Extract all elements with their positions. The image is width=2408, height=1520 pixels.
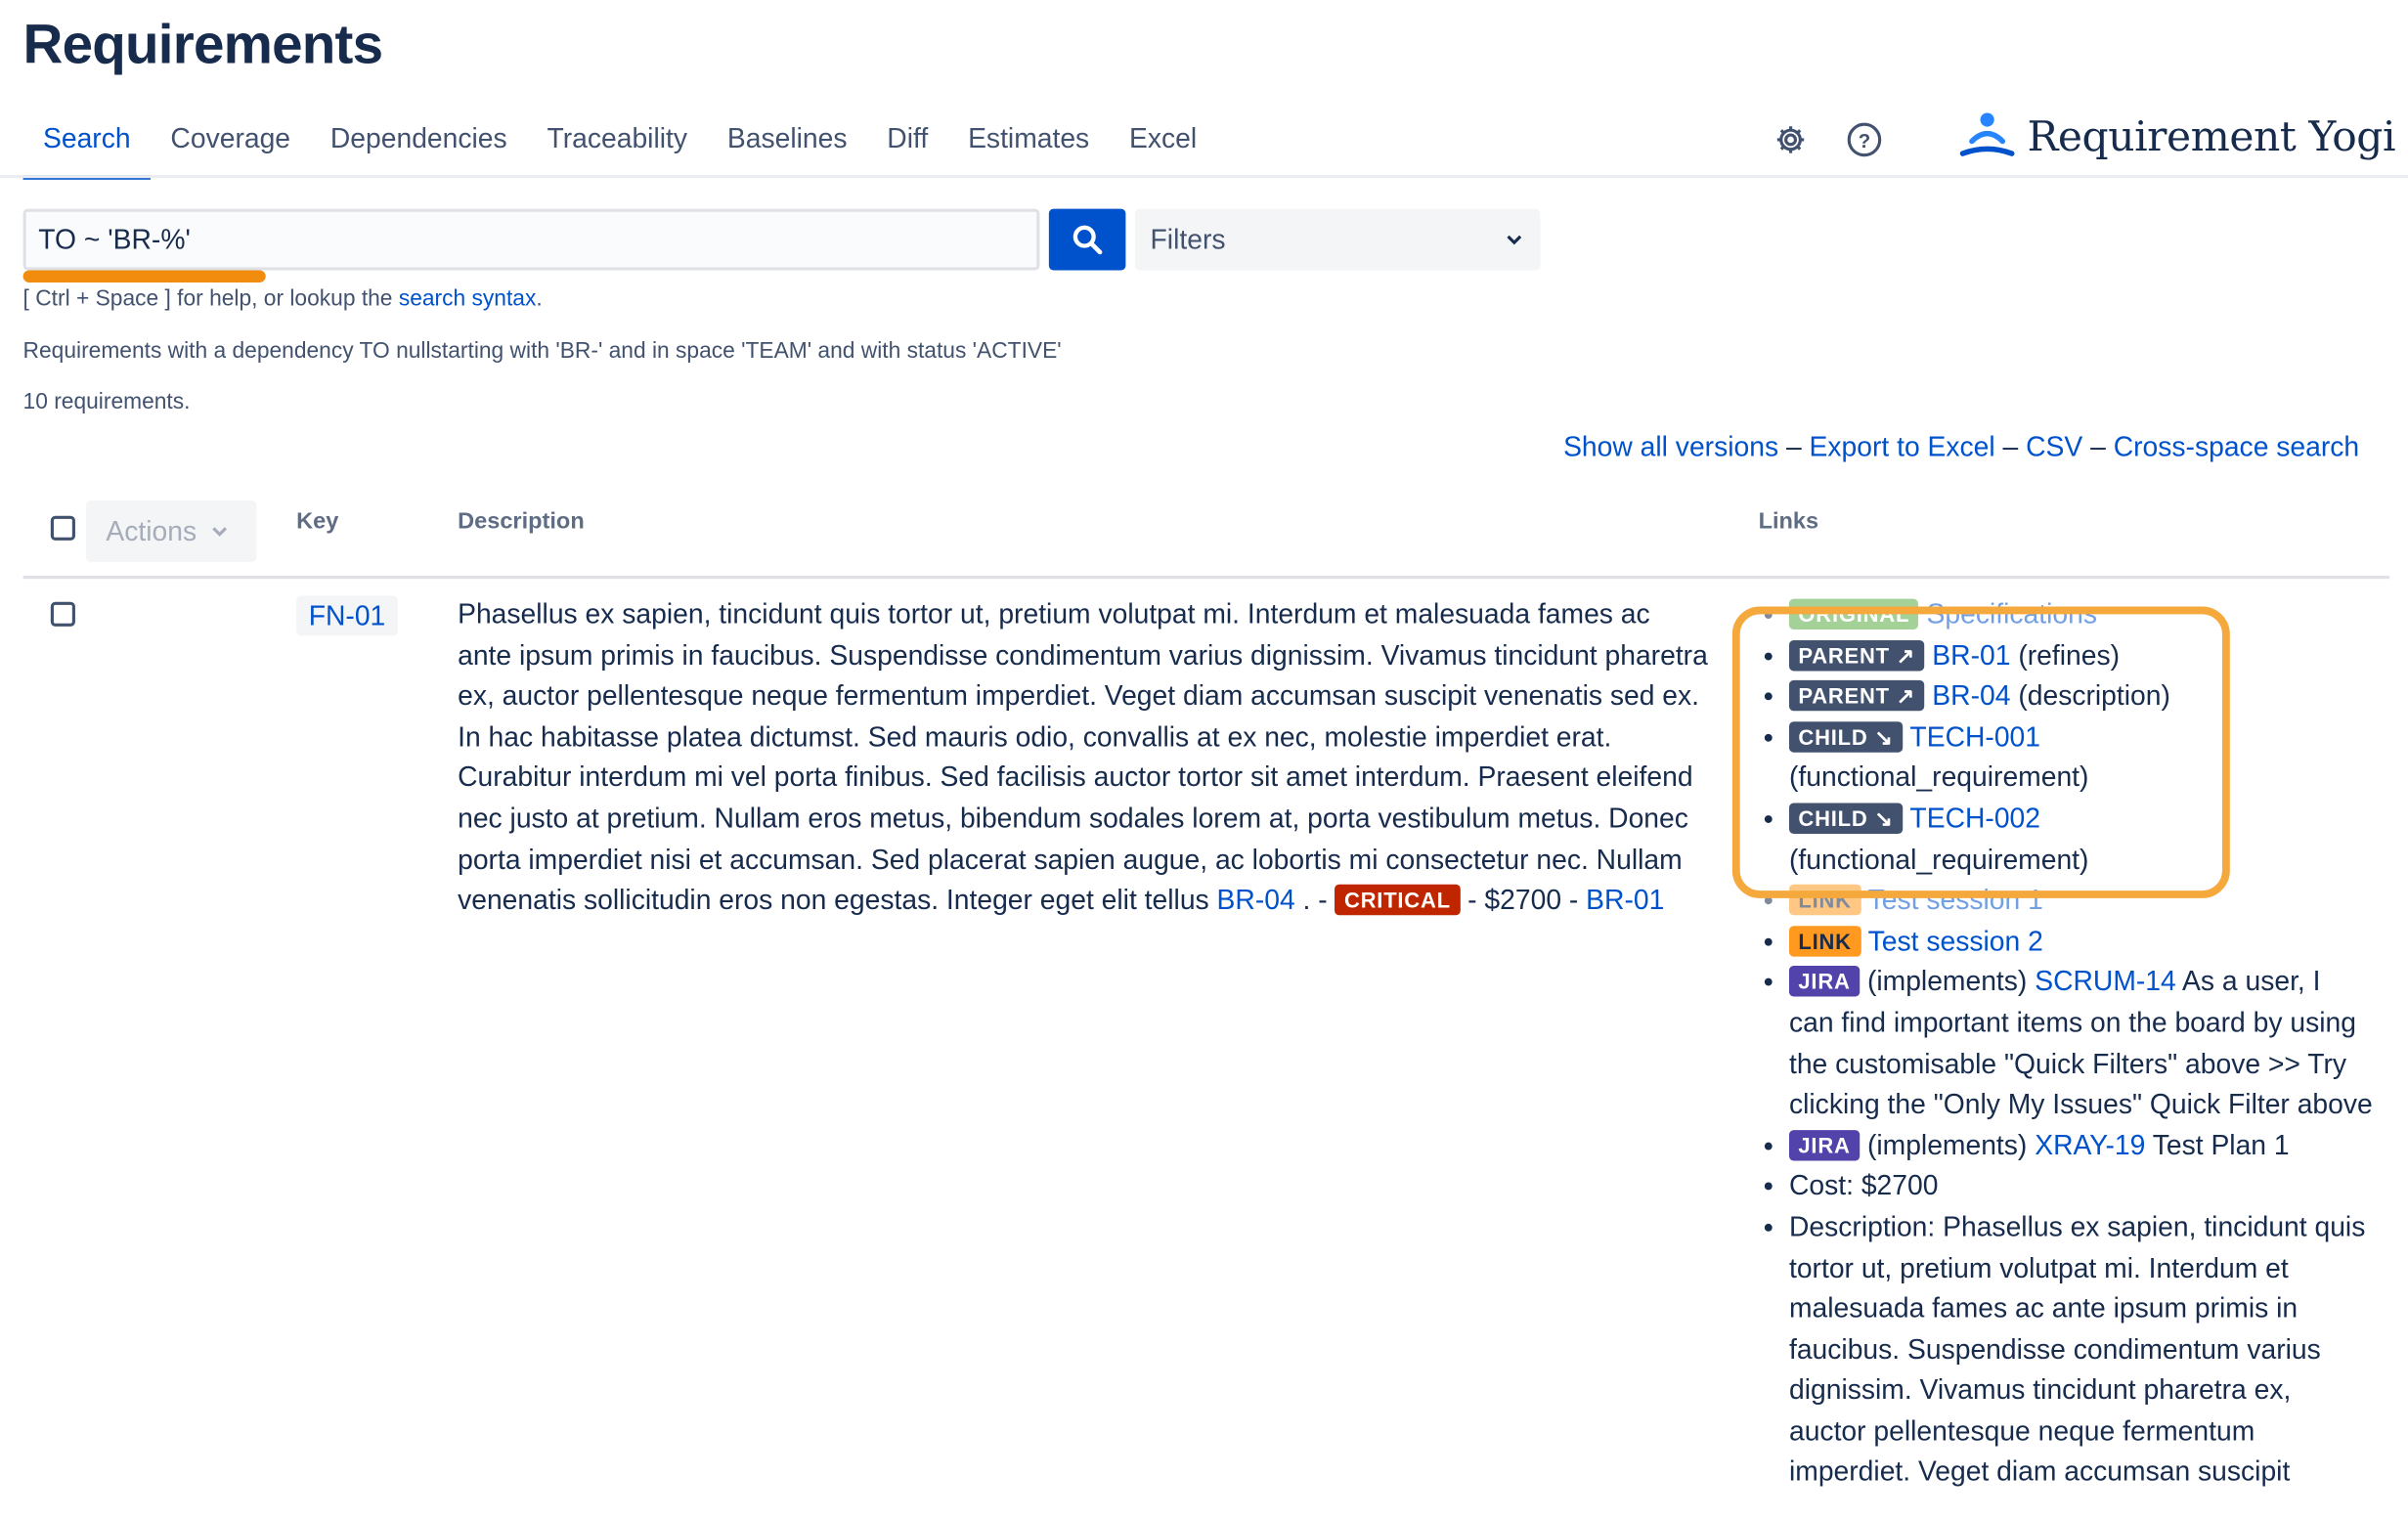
show-all-versions-link[interactable]: Show all versions (1563, 431, 1779, 462)
actions-label: Actions (106, 515, 197, 546)
list-item (1759, 635, 2373, 676)
link-relation: (description) (2010, 680, 2170, 712)
list-item (1759, 799, 2373, 881)
brand-logo (1959, 110, 2395, 162)
link-relation: (implements) (1860, 966, 2036, 997)
jira-summary: Test Plan 1 (2145, 1129, 2290, 1161)
search-button[interactable] (1049, 209, 1126, 271)
link-relation: (implements) (1860, 1129, 2036, 1161)
jira-badge: JIRA (1789, 967, 1860, 997)
yogi-logo-icon (1959, 110, 2015, 162)
link-relation: (functional_requirement) (1788, 844, 2089, 875)
result-count: 10 requirements. (22, 389, 191, 415)
list-item (1759, 962, 2373, 1125)
parent-link-br04[interactable]: BR-04 (1932, 680, 2011, 712)
filters-label: Filters (1150, 223, 1226, 254)
parent-badge: PARENT ↗ (1789, 680, 1924, 711)
tab-dependencies[interactable]: Dependencies (329, 122, 507, 154)
list-item (1759, 594, 2373, 635)
brand-name: Requirement Yogi (2027, 112, 2396, 161)
chevron-down-icon (209, 521, 231, 543)
tabs-divider (0, 175, 2408, 178)
separator: – (1994, 431, 2027, 462)
result-actions (1563, 431, 2359, 463)
tab-excel[interactable]: Excel (1129, 122, 1198, 154)
list-item (1759, 717, 2373, 799)
description-text: Phasellus ex sapien, tincidunt quis tortor ut, pretium volutpat mi. Interdum et malesuada fames ac ante ipsum primis in faucibus. Suspendisse condimentum varius dignissim. Vivamus tincidunt pharetra ex, auctor pellentesque neque fermentum imperdiet. Veget diam accumsan suscipit venenatis sed ex. In hac habitasse platea dictumst. Sed mauris odio, convallis at ex nec, molestie imperdiet erat. Curabitur interdum mi vel porta finibus. Sed facilisis auctor tortor sit amet interdum. Praesent eleifend nec justo at pretium. Nullam eros metus, bibendum sodales lorem at, porta vestibulum metus. Donec porta imperdiet nisi et accumsan. Sed placerat sapien augue, ac lobortis mi consectetur nec. Nullam venenatis sollicitudin eros non egestas. Integer eget elit tellus (458, 598, 1708, 916)
child-link-tech001[interactable]: TECH-001 (1909, 720, 2041, 753)
child-badge: CHILD ↘ (1789, 721, 1903, 752)
search-syntax-link[interactable]: search syntax (398, 286, 537, 312)
list-item (1759, 921, 2373, 962)
help-text: [ Ctrl + Space ] for help, or lookup the (22, 286, 399, 312)
jira-link-scrum14[interactable]: SCRUM-14 (2035, 966, 2176, 997)
page-title: Requirements (22, 12, 383, 75)
chevron-down-icon (1504, 229, 1525, 250)
child-badge: CHILD ↘ (1789, 803, 1903, 833)
jira-summary: As a user, I can find important items on the board by using the customisable "Quick Filters" above >> Try clicking the "Only My Issues" Quick Filter above (1788, 966, 2373, 1120)
requirement-description (458, 594, 1709, 921)
column-header-key: Key (296, 507, 339, 535)
original-badge: ORIGINAL (1789, 599, 1919, 630)
gear-icon[interactable] (1773, 123, 1808, 157)
header-divider (23, 576, 2390, 579)
help-icon[interactable]: ? (1848, 123, 1882, 157)
separator: – (1778, 431, 1810, 462)
tab-baselines[interactable]: Baselines (726, 122, 848, 154)
filters-dropdown[interactable] (1135, 209, 1541, 271)
list-item (1759, 880, 2373, 921)
jira-link-xray19[interactable]: XRAY-19 (2035, 1129, 2146, 1161)
desc-link-br04[interactable]: BR-04 (1216, 885, 1295, 916)
column-header-description: Description (458, 507, 585, 535)
link-badge: LINK (1789, 885, 1861, 915)
tab-estimates[interactable]: Estimates (968, 122, 1090, 154)
actions-dropdown[interactable] (86, 500, 256, 562)
list-item (1759, 675, 2373, 717)
tab-bar (23, 116, 1217, 175)
list-item: Cost: $2700 (1759, 1166, 2373, 1207)
search-input[interactable] (23, 209, 1040, 271)
child-link-tech002[interactable]: TECH-002 (1909, 803, 2041, 834)
row-checkbox[interactable] (51, 602, 75, 627)
help-period: . (536, 286, 543, 312)
desc-separator: . - (1294, 885, 1335, 916)
search-icon (1071, 223, 1105, 257)
test-session-2-link[interactable]: Test session 2 (1867, 925, 2043, 957)
tab-diff[interactable]: Diff (887, 122, 929, 154)
export-excel-link[interactable]: Export to Excel (1809, 431, 1995, 462)
link-relation: (refines) (2010, 639, 2121, 671)
csv-link[interactable]: CSV (2026, 431, 2083, 462)
links-list (1759, 594, 2373, 1493)
specifications-link[interactable]: Specifications (1926, 598, 2097, 630)
search-help (23, 287, 543, 312)
critical-badge: CRITICAL (1335, 885, 1461, 915)
jira-badge: JIRA (1789, 1130, 1860, 1160)
separator: – (2082, 431, 2114, 462)
column-header-links: Links (1758, 507, 1819, 535)
link-badge: LINK (1789, 926, 1861, 956)
tab-search[interactable]: Search (23, 116, 151, 179)
tab-traceability[interactable]: Traceability (547, 122, 688, 154)
parent-link-br01[interactable]: BR-01 (1932, 639, 2011, 671)
desc-link-br01[interactable]: BR-01 (1586, 885, 1665, 916)
tab-coverage[interactable]: Coverage (170, 122, 291, 154)
requirement-key[interactable]: FN-01 (296, 595, 398, 635)
link-relation: (functional_requirement) (1788, 761, 2089, 794)
test-session-1-link[interactable]: Test session 1 (1867, 885, 2043, 916)
select-all-checkbox[interactable] (51, 516, 75, 541)
cross-space-search-link[interactable]: Cross-space search (2113, 431, 2360, 462)
list-item: Description: Phasellus ex sapien, tincidunt quis tortor ut, pretium volutpat mi. Interdum et malesuada fames ac ante ipsum primis in faucibus. Suspendisse condimentum varius dignissim. Vivamus tincidunt pharetra ex, auctor pellentesque neque fermentum imperdiet. Veget diam accumsan suscipit (1759, 1207, 2373, 1493)
input-highlight-bar (23, 270, 266, 282)
parent-badge: PARENT ↗ (1789, 639, 1924, 670)
query-summary: Requirements with a dependency TO nullstarting with 'BR-' and in space 'TEAM' and with status 'ACTIVE' (22, 339, 1062, 365)
desc-cost: - $2700 - (1460, 885, 1587, 916)
list-item (1759, 1125, 2373, 1166)
